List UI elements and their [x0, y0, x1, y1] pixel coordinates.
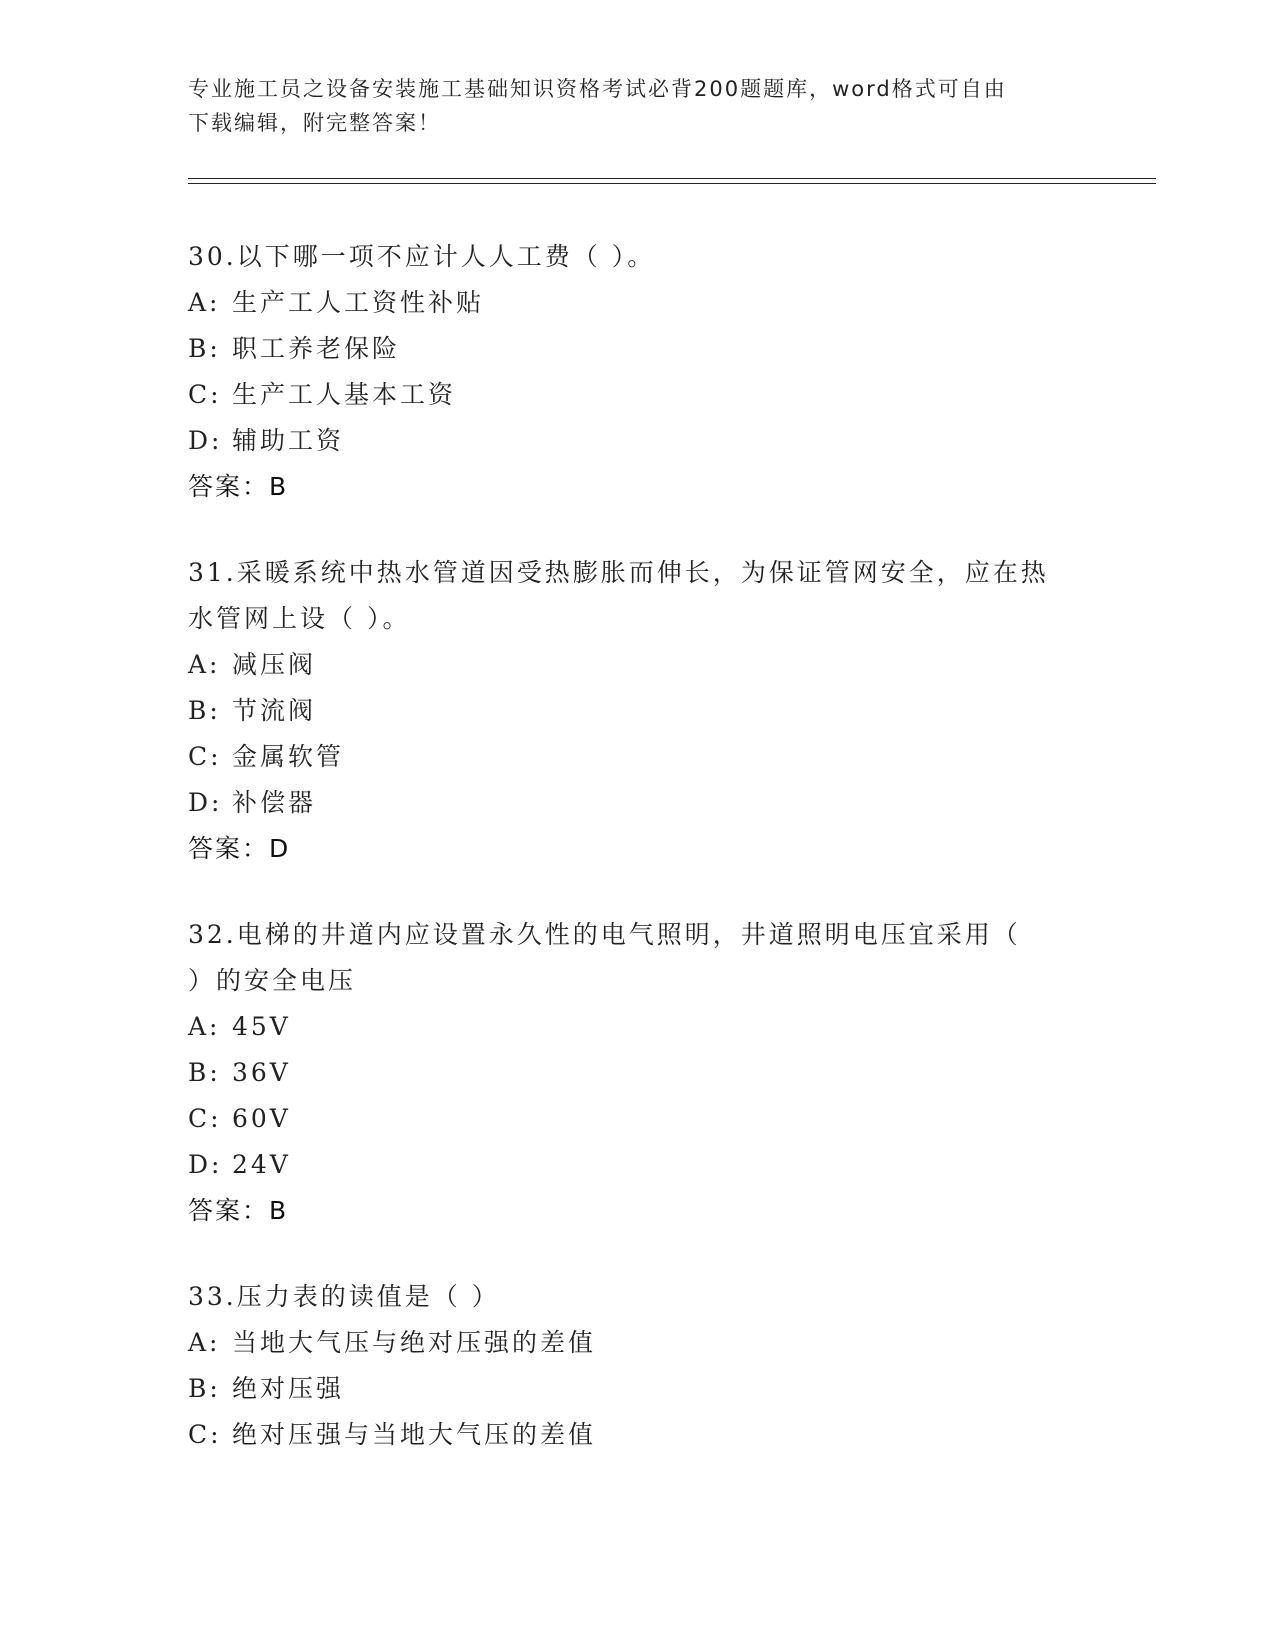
answer-line: 答案：D — [188, 834, 291, 863]
header-line-2: 下载编辑，附完整答案！ — [188, 111, 441, 135]
option-b — [188, 1050, 1108, 1096]
option-a — [188, 1004, 1108, 1050]
option-key: D: — [188, 1150, 223, 1179]
option-b — [188, 1366, 1108, 1412]
option-text: 职工养老保险 — [232, 334, 401, 363]
question-text: 31.采暖系统中热水管道因受热膨胀而伸长，为保证管网安全，应在热 — [188, 558, 1049, 587]
question-32 — [188, 912, 1108, 1234]
option-c — [188, 1096, 1108, 1142]
question-text: 33.压力表的读值是（ ） — [188, 1282, 500, 1311]
option-a — [188, 1320, 1108, 1366]
question-33 — [188, 1274, 1108, 1458]
option-a — [188, 280, 1108, 326]
option-key: C: — [188, 380, 222, 409]
option-key: C: — [188, 742, 222, 771]
option-key: B: — [188, 334, 221, 363]
option-text: 减压阀 — [232, 650, 317, 679]
question-30 — [188, 234, 1108, 510]
option-b — [188, 688, 1108, 734]
option-key: A: — [188, 1328, 221, 1357]
question-31 — [188, 550, 1108, 872]
option-text: 生产工人基本工资 — [232, 380, 457, 409]
option-key: A: — [188, 1012, 221, 1041]
option-c — [188, 372, 1108, 418]
header-divider-top — [188, 178, 1156, 179]
question-text-continued: ）的安全电压 — [188, 966, 357, 995]
option-d — [188, 1142, 1108, 1188]
option-b — [188, 326, 1108, 372]
option-key: A: — [188, 288, 221, 317]
option-c — [188, 1412, 1108, 1458]
question-list — [188, 234, 1108, 1498]
option-key: C: — [188, 1420, 222, 1449]
option-text: 生产工人工资性补贴 — [232, 288, 485, 317]
option-text: 绝对压强 — [232, 1374, 345, 1403]
option-key: B: — [188, 696, 221, 725]
option-c — [188, 734, 1108, 780]
answer-line: 答案：B — [188, 472, 289, 501]
option-text: 36V — [232, 1058, 291, 1087]
option-key: C: — [188, 1104, 222, 1133]
question-text-continued: 水管网上设（ ）。 — [188, 604, 411, 633]
option-a — [188, 642, 1108, 688]
option-text: 辅助工资 — [232, 426, 345, 455]
option-text: 24V — [232, 1150, 291, 1179]
option-key: A: — [188, 650, 221, 679]
document-header — [188, 72, 1088, 140]
answer-line: 答案：B — [188, 1196, 289, 1225]
option-key: B: — [188, 1374, 221, 1403]
question-text: 30.以下哪一项不应计人人工费（ ）。 — [188, 242, 656, 271]
option-d — [188, 418, 1108, 464]
option-text: 金属软管 — [232, 742, 345, 771]
header-line-1: 专业施工员之设备安装施工基础知识资格考试必背200题题库，word格式可自由 — [188, 77, 1007, 101]
question-text: 32.电梯的井道内应设置永久性的电气照明，井道照明电压宜采用（ — [188, 920, 1021, 949]
option-text: 60V — [232, 1104, 291, 1133]
option-key: D: — [188, 788, 223, 817]
option-key: B: — [188, 1058, 221, 1087]
option-text: 当地大气压与绝对压强的差值 — [232, 1328, 597, 1357]
option-text: 绝对压强与当地大气压的差值 — [232, 1420, 597, 1449]
option-d — [188, 780, 1108, 826]
option-key: D: — [188, 426, 223, 455]
option-text: 节流阀 — [232, 696, 317, 725]
option-text: 45V — [232, 1012, 291, 1041]
header-divider-bottom — [188, 183, 1156, 184]
option-text: 补偿器 — [232, 788, 317, 817]
